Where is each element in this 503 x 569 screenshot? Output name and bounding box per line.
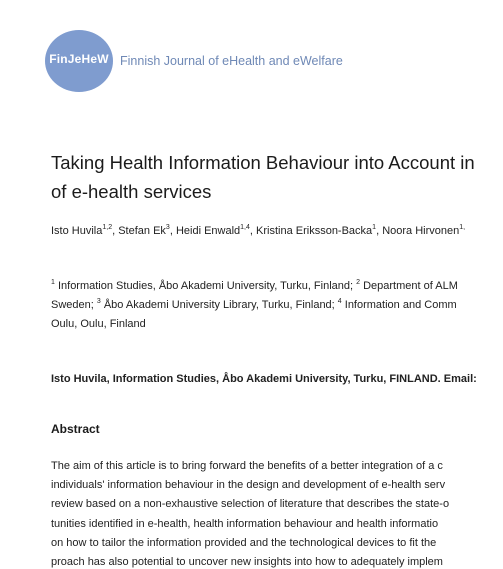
author-separator: , [376,225,383,237]
affiliation-text: Information and Comm [341,299,457,311]
corresponding-author: Isto Huvila, Information Studies, Åbo Akademi University, Turku, FINLAND. Email: [51,373,477,385]
title-line: of e-health services [51,181,212,202]
author-affiliation-mark: 1, [459,224,466,231]
author-name: Stefan Ek [118,225,166,237]
author-affiliation-mark: 3 [165,224,170,231]
abstract-line: individuals' information behaviour in the design and development of e-health serv [51,479,446,492]
affiliation-line: Oulu, Oulu, Finland [51,318,146,330]
affiliation-mark: 1 [51,279,55,286]
author-name: Isto Huvila [51,225,103,237]
affiliations [51,277,458,334]
abstract-body [51,457,449,569]
title-line: Taking Health Information Behaviour into Account in [51,152,475,173]
affiliation-text: Åbo Akademi University Library, Turku, Finland; [100,299,338,311]
abstract-line: on how to tailor the information provided and the technological devices to fit the [51,536,437,549]
abstract-line: tunities identified in e-health, health information behaviour and health informatio [51,517,439,530]
journal-name: Finnish Journal of eHealth and eWelfare [120,54,343,68]
affiliation-line [51,296,458,315]
affiliation-text: Sweden; [51,299,97,311]
author-list [51,225,465,237]
affiliation-text: Information Studies, Åbo Akademi University, Turku, Finland; [54,280,357,292]
affiliation-mark: 4 [337,298,342,305]
author-affiliation-mark: 1,4 [240,224,250,231]
journal-logo-text: FinJeHeW [49,52,109,66]
author-separator: , [112,225,119,237]
author-name: Kristina Eriksson-Backa [256,225,373,237]
abstract-heading: Abstract [51,422,100,436]
affiliation-line [51,277,458,296]
affiliation-text: Department of ALM [360,280,458,292]
abstract-line: review based on a non-exhaustive selection of literature that describes the state-o [51,498,450,511]
author-name: Heidi Enwald [175,225,241,237]
author-affiliation-mark: 1,2 [102,224,113,231]
affiliation-mark: 2 [356,279,361,286]
affiliation-mark: 3 [96,298,101,305]
author-name: Noora Hirvonen [382,225,460,237]
abstract-line: proach has also potential to uncover new insights into how to adequately implem [51,556,443,569]
abstract-line: The aim of this article is to bring forward the benefits of a better integration of a c [51,460,443,472]
author-separator: , [249,225,257,237]
author-affiliation-mark: 1 [372,224,377,231]
author-separator: , [169,225,176,237]
article-title [51,148,503,206]
